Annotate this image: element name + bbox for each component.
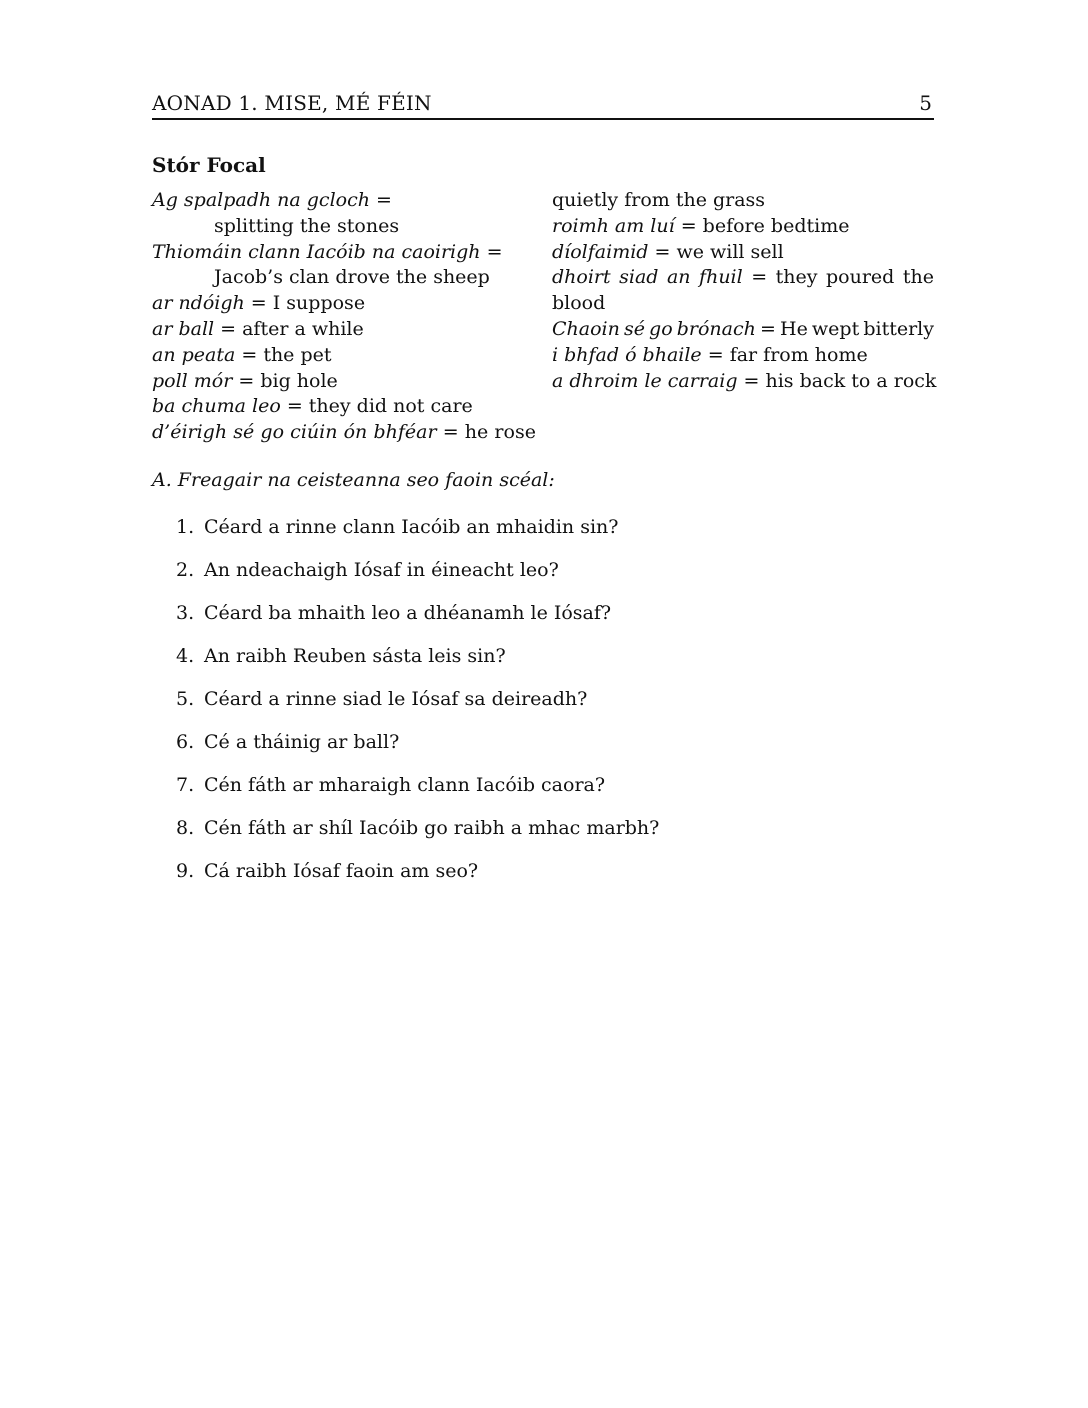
vocab-equals: = <box>480 240 503 263</box>
question-text: Cá raibh Iósaf faoin am seo? <box>204 860 479 882</box>
vocab-entry <box>152 317 536 343</box>
vocab-english-gloss: the pet <box>263 343 332 366</box>
vocab-entry <box>152 240 536 266</box>
vocab-irish-term: Ag spalpadh na gcloch <box>152 189 370 211</box>
vocab-entry <box>152 343 536 369</box>
page-number: 5 <box>919 91 932 115</box>
vocab-word: bhféar <box>373 421 437 444</box>
vocab-entry <box>552 317 934 343</box>
vocab-english-gloss: Jacob’s clan drove the sheep <box>214 266 490 289</box>
vocab-irish-term: poll mór <box>152 369 233 392</box>
vocab-irish-term: an peata <box>152 343 236 366</box>
vocab-entry <box>552 343 934 369</box>
question-item <box>176 600 659 643</box>
question-list <box>176 514 659 901</box>
vocab-equals: = <box>737 369 766 392</box>
vocab-english-gloss: after a while <box>242 317 364 340</box>
vocab-entry <box>552 291 934 317</box>
vocab-word: rose <box>494 421 536 444</box>
vocab-entry <box>552 214 934 240</box>
question-number: 2. <box>176 559 195 581</box>
vocab-left-column <box>152 188 536 446</box>
vocab-word: dhoirt <box>552 266 611 289</box>
question-text: Céard a rinne clann Iacóib an mhaidin sin? <box>204 516 619 538</box>
vocab-english-gloss: splitting the stones <box>214 214 400 237</box>
vocab-word: go <box>649 317 673 340</box>
question-text: Cé a tháinig ar ball? <box>204 731 400 753</box>
vocab-word: fhuil <box>699 266 743 289</box>
vocab-english-gloss: his back to a rock <box>765 369 937 392</box>
vocab-word: brónach <box>676 317 756 340</box>
vocab-entry <box>152 420 536 446</box>
vocab-word: = <box>759 317 776 340</box>
vocab-irish-term: roimh am luí <box>552 214 675 237</box>
question-item <box>176 772 659 815</box>
vocab-irish-term: ar ball <box>152 317 215 340</box>
vocab-entry <box>552 265 934 291</box>
vocab-title: Stór Focal <box>152 153 266 177</box>
vocab-word: ciúin <box>290 421 338 444</box>
vocab-right-column <box>552 188 937 394</box>
vocab-entry <box>152 265 536 291</box>
vocab-word: = <box>442 421 459 444</box>
vocab-word: siad <box>619 266 659 289</box>
vocab-equals: = <box>369 189 392 211</box>
vocab-word: sé <box>623 317 645 340</box>
vocab-irish-term: díolfaimid <box>552 240 649 263</box>
question-number: 6. <box>176 731 195 753</box>
vocab-word: he <box>464 421 489 444</box>
question-text: An ndeachaigh Iósaf in éineacht leo? <box>204 559 559 581</box>
question-text: An raibh Reuben sásta leis sin? <box>204 645 506 667</box>
question-item <box>176 557 659 600</box>
vocab-equals: = <box>232 369 261 392</box>
question-text: Cén fáth ar mharaigh clann Iacóib caora? <box>204 774 606 796</box>
vocab-equals: = <box>674 214 703 237</box>
vocab-word: Chaoin <box>552 317 620 340</box>
vocab-entry <box>152 214 536 240</box>
vocab-word: wept <box>811 317 860 340</box>
vocab-equals: = <box>235 343 264 366</box>
vocab-equals: = <box>280 395 309 418</box>
vocab-entry <box>152 188 536 214</box>
question-number: 3. <box>176 602 195 624</box>
chapter-title: AONAD 1. MISE, MÉ FÉIN <box>152 91 432 115</box>
question-number: 1. <box>176 516 195 538</box>
vocab-english-gloss: blood <box>552 292 606 315</box>
question-item <box>176 686 659 729</box>
vocab-entry <box>552 369 937 395</box>
question-item <box>176 729 659 772</box>
question-number: 8. <box>176 817 195 839</box>
question-item <box>176 514 659 557</box>
vocab-irish-term: ba chuma leo <box>152 395 281 418</box>
question-item <box>176 643 659 686</box>
vocab-word: go <box>260 421 285 444</box>
vocab-english-gloss: we will sell <box>676 240 784 263</box>
question-number: 7. <box>176 774 195 796</box>
vocab-word: they <box>775 266 818 289</box>
vocab-entry <box>152 291 536 317</box>
vocab-english-gloss: quietly from the grass <box>552 189 766 211</box>
vocab-word: bitterly <box>863 317 934 340</box>
question-item <box>176 858 659 901</box>
question-number: 4. <box>176 645 195 667</box>
question-number: 5. <box>176 688 195 710</box>
vocab-entry <box>552 240 934 266</box>
running-header <box>152 90 934 120</box>
vocab-word: sé <box>233 421 255 444</box>
vocab-english-gloss: far from home <box>729 343 868 366</box>
vocab-irish-term: ar ndóigh <box>152 292 245 315</box>
vocab-equals: = <box>701 343 730 366</box>
vocab-english-gloss: I suppose <box>272 292 366 315</box>
vocab-word: He <box>780 317 808 340</box>
vocab-equals: = <box>648 240 677 263</box>
exercise-heading: A. Freagair na ceisteanna seo faoin scéal: <box>152 469 555 491</box>
vocab-word: poured <box>826 266 895 289</box>
question-item <box>176 815 659 858</box>
vocab-word: d’éirigh <box>152 421 228 444</box>
vocab-entry <box>152 394 536 420</box>
question-text: Cén fáth ar shíl Iacóib go raibh a mhac marbh? <box>204 817 660 839</box>
vocab-entry <box>552 188 934 214</box>
vocab-irish-term: i bhfad ó bhaile <box>552 343 702 366</box>
vocab-entry <box>152 369 536 395</box>
question-text: Céard ba mhaith leo a dhéanamh le Iósaf? <box>204 602 612 624</box>
vocab-equals: = <box>214 317 243 340</box>
vocab-equals: = <box>244 292 273 315</box>
vocab-irish-term: a dhroim le carraig <box>552 369 738 392</box>
question-text: Céard a rinne siad le Iósaf sa deireadh? <box>204 688 588 710</box>
vocab-word: ón <box>343 421 368 444</box>
vocab-word: = <box>751 266 768 289</box>
question-number: 9. <box>176 860 195 882</box>
vocab-word: the <box>902 266 934 289</box>
vocab-english-gloss: big hole <box>260 369 338 392</box>
vocab-english-gloss: they did not care <box>308 395 473 418</box>
vocab-english-gloss: before bedtime <box>702 214 850 237</box>
vocab-irish-term: Thiomáin clann Iacóib na caoirigh <box>152 240 481 263</box>
vocab-word: an <box>666 266 691 289</box>
